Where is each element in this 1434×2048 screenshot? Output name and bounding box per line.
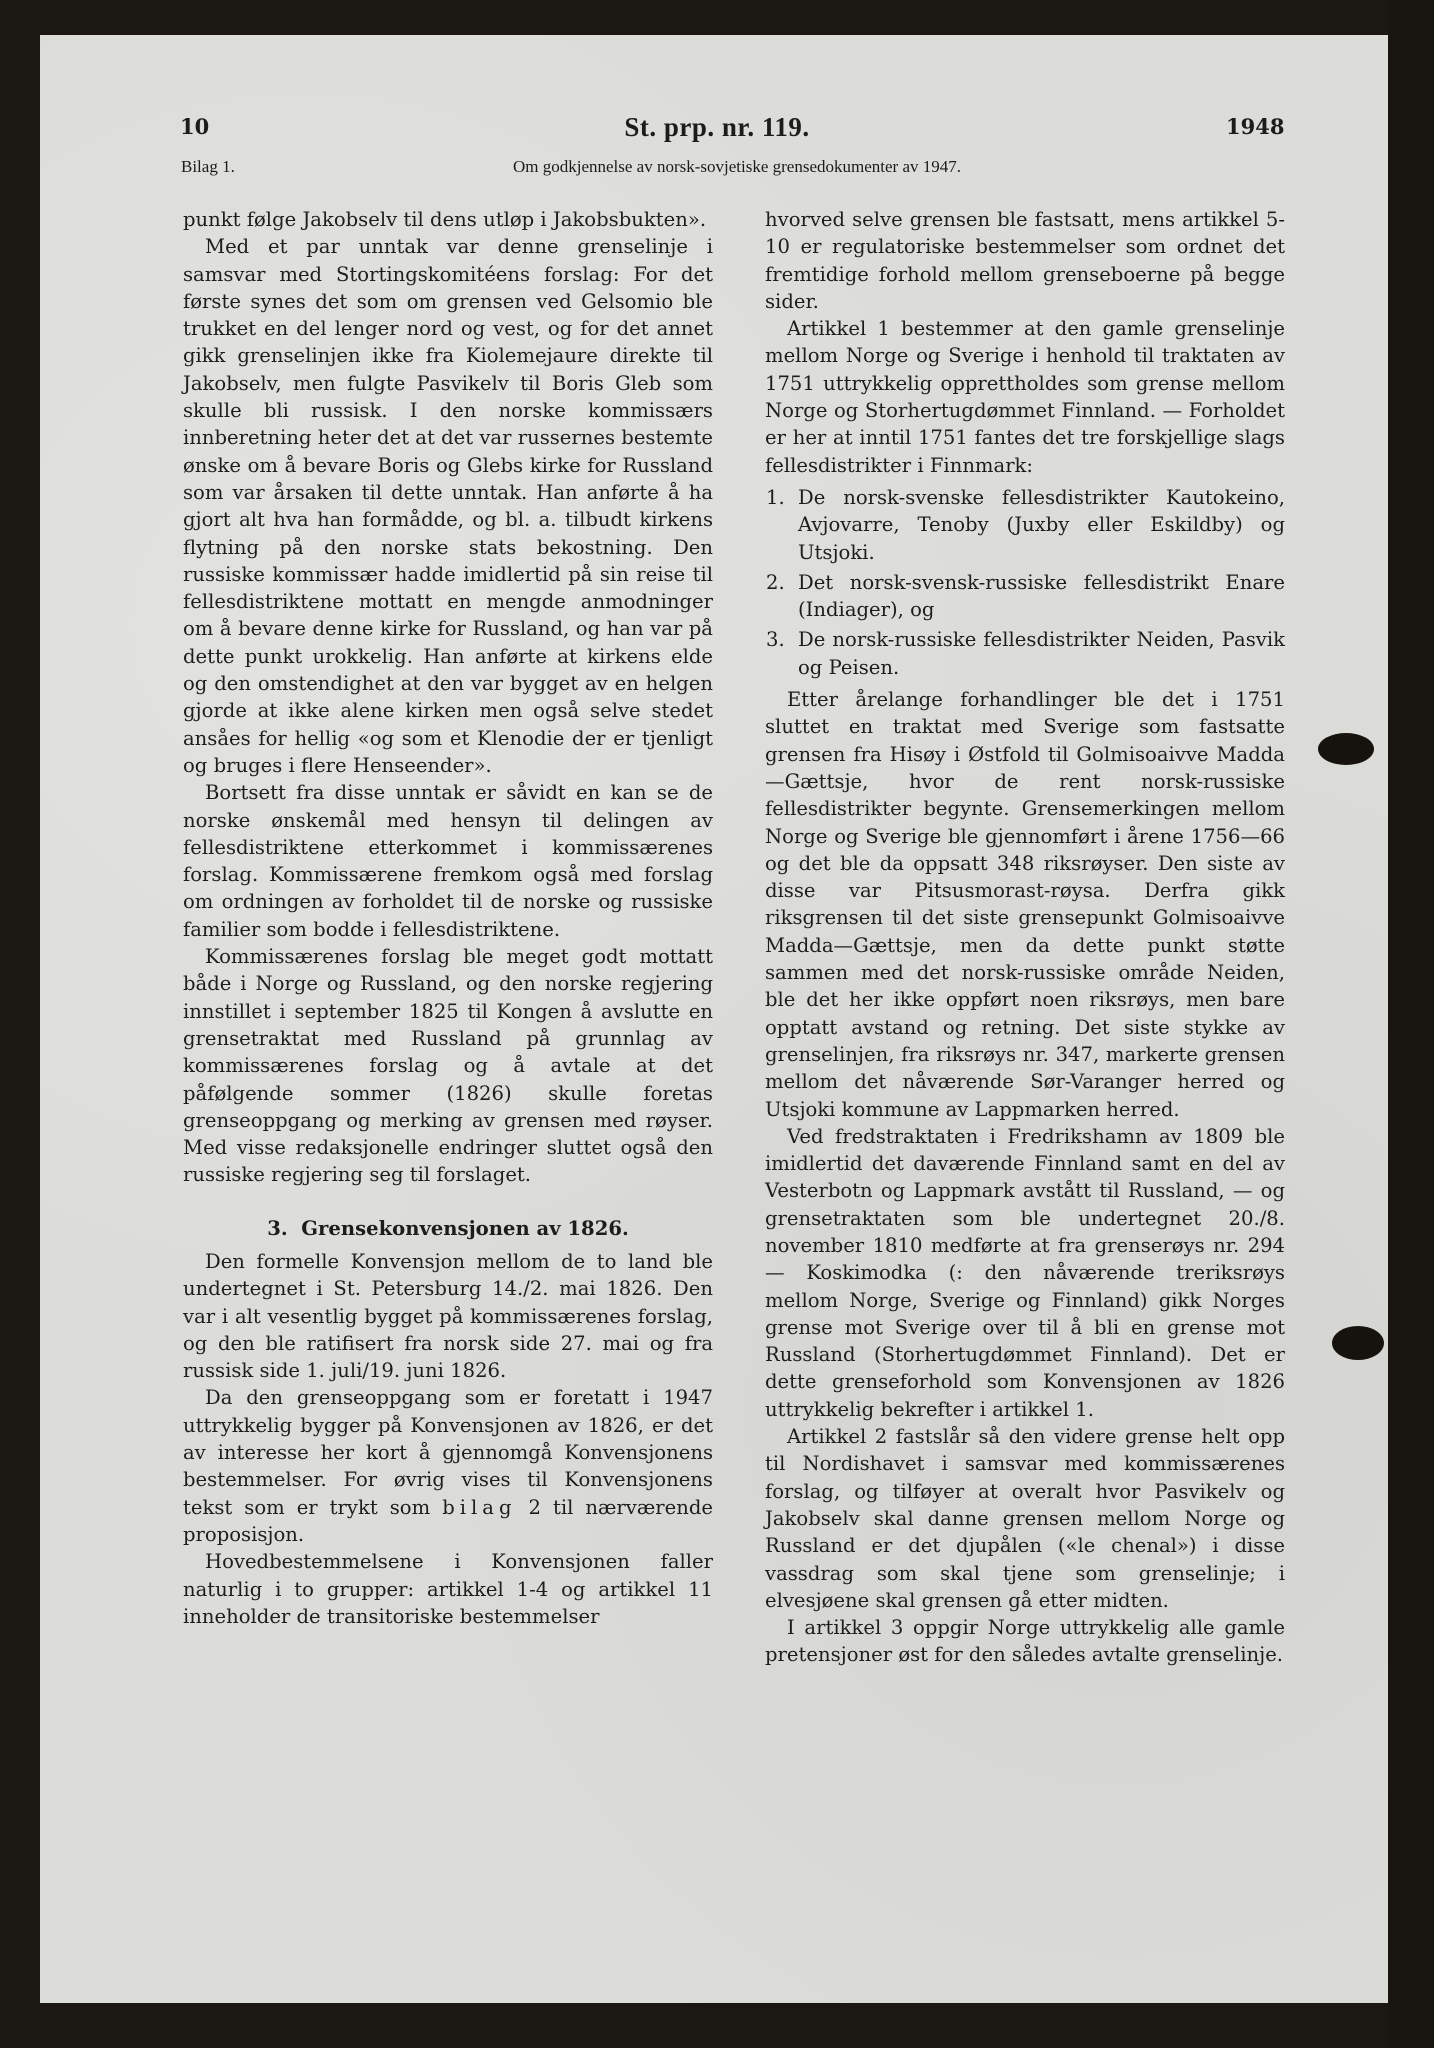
list-number: 2. xyxy=(766,570,785,594)
paragraph: Hovedbestemmelsene i Konvensjonen faller naturlig i to grupper: artikkel 1-4 og artikkel 11 inneholder de transitoriske bestemmelser xyxy=(183,1550,713,1628)
scan-border xyxy=(1388,0,1434,2048)
paragraph-text: Da den grenseoppgang som er foretatt i 1947 uttrykkelig bygger på Konvensjonen av 1826, er det av interesse her kort å gjennomgå Konvensjonens bestemmelser. For øvrig vises til Konvensjonens tekst som er trykt som xyxy=(183,1386,713,1519)
list-text: De norsk-svenske fellesdistrikter Kautokeino, Avjovarre, Tenoby (Juxby eller Eskildby) og Utsjoki. xyxy=(798,485,1285,564)
list-number: 1. xyxy=(766,485,785,509)
list-item xyxy=(765,626,1285,681)
document-subtitle: Om godkjennelse av norsk-sovjetiske grensedokumenter av 1947. xyxy=(512,157,962,176)
paragraph: Etter årelange forhandlinger ble det i 1751 sluttet en traktat med Sverige som fastsatte grensen fra Hisøy i Østfold til Golmisoaivve Madda—Gættsje, hvor de rent norsk-russiske fellesdistrikter begynte. Grensemerkingen mellom Norge og Sverige ble gjennomført i årene 1756—66 og det ble da oppsatt 348 riksrøyser. Den siste av disse var Pitsusmorast-røysa. Derfra gikk riksgrensen til det siste grensepunkt Golmisoaivve Madda—Gættsje, men da dette punkt støtte sammen med det norsk-russiske område Neiden, ble det her ikke oppført noen riksrøys, men bare opptatt avstand og retning. Det siste stykke av grenselinjen, fra riksrøys nr. 347, markerte grensen mellom det nåværende Sør-Varanger herred og Utsjoki kommune av Lappmarken herred. xyxy=(765,688,1285,1121)
punch-hole xyxy=(1318,733,1374,765)
list-number: 3. xyxy=(766,628,785,652)
right-column xyxy=(765,206,1285,1669)
paragraph: Ved fredstraktaten i Fredrikshamn av 1809 ble imidlertid det daværende Finnland samt en del av Vesterbotn og Lappmark avstått til Russland, — og grensetraktaten som ble undertegnet 20./8. november 1810 medførte at fra grenserøys nr. 294 — Koskimodka (: den nåværende treriksrøys mellom Norge, Sverige og Finnland) gikk Norges grense mot Sverige over til å bli en grense mot Russland (Storhertugdømmet Finnland). Det er dette grenseforhold som Konvensjonen av 1826 uttrykkelig bekrefter i artikkel 1. xyxy=(765,1124,1285,1421)
spaced-emphasis: bilag xyxy=(442,1495,517,1519)
paragraph: Bortsett fra disse unntak er såvidt en kan se de norske ønskemål med hensyn til delingen av fellesdistriktene etterkommet i kommissærenes forslag. Kommissærene fremkom også med forslag om ordningen av forholdet til de norske og russiske familier som bodde i fellesdistriktene. xyxy=(183,781,713,941)
paragraph: Kommissærenes forslag ble meget godt mottatt både i Norge og Russland, og den norske regjering innstillet i september 1825 til Kongen å avslutte en grensetraktat med Russland på grunnlag av kommissærenes forslag og å avtale at det påfølgende sommer (1826) skulle foretas grenseoppgang og merking av grensen med røyser. Med visse redaksjonelle endringer sluttet også den russiske regjering seg til forslaget. xyxy=(183,945,713,1187)
paragraph: hvorved selve grensen ble fastsatt, mens artikkel 5-10 er regulatoriske bestemmelser som ordnet det fremtidige forhold mellom grenseboerne på begge sider. xyxy=(765,208,1285,313)
document-year: 1948 xyxy=(1226,114,1285,139)
paragraph: Den formelle Konvensjon mellom de to land ble undertegnet i St. Petersburg 14./2. mai 1826. Den var i alt vesentlig bygget på kommissærenes forslag, og den ble ratifisert fra norsk side 27. mai og fra russisk side 1. juli/19. juni 1826. xyxy=(183,1249,713,1383)
paragraph: Artikkel 1 bestemmer at den gamle grenselinje mellom Norge og Sverige i henhold til traktaten av 1751 uttrykkelig opprettholdes som grense mellom Norge og Storhertugdømmet Finnland. — Forholdet er her at inntil 1751 fantes det tre forskjellige slags fellesdistrikter i Finnmark: xyxy=(765,317,1285,477)
list-text: De norsk-russiske fellesdistrikter Neiden, Pasvik og Peisen. xyxy=(798,628,1285,679)
paragraph-text: 2 til nærværende proposisjon. xyxy=(183,1495,714,1546)
appendix-label: Bilag 1. xyxy=(181,157,235,176)
list-item xyxy=(765,484,1285,566)
left-column xyxy=(183,206,713,1630)
paragraph xyxy=(183,1384,713,1548)
paragraph: Med et par unntak var denne grenselinje i samsvar med Stortingskomitéens forslag: For det første synes det som om grensen ved Gelsomio ble trukket en del lenger nord og vest, og for det annet gikk grenselinjen ikke fra Kiolemejaure direkte til Jakobselv, men fulgte Pasvikelv til Boris Gleb som skulle bli russisk. I den norske kommissærs innberetning heter det at det var russernes bestemte ønske om å bevare Boris og Glebs kirke for Russland som var årsaken til dette unntak. Han anførte å ha gjort alt hva han formådde, og bl. a. tilbudt kirkens flytning på den norske stats bekostning. Den russiske kommissær hadde imidlertid på sin reise til fellesdistriktene mottatt en mengde anmodninger om å bevare denne kirke for Russland, og han var på dette punkt urokkelig. Han anførte at kirkens elde og den omstendighet at den var bygget av en helgen gjorde at ikke alene kirken men også selve stedet ansåes for hellig «og som et Klenodie der er tjenligt og bruges i flere Henseender». xyxy=(183,235,713,777)
paragraph: Artikkel 2 fastslår så den videre grense helt opp til Nordishavet i samsvar med kommissærenes forslag, og tilføyer at overalt hvor Pasvikelv og Jakobselv skal danne grensen mellom Norge og Russland er det djupålen («le chenal») i disse vassdrag som skal tjene som grenselinje; i elvesjøene skal grensen gå etter midten. xyxy=(765,1425,1285,1612)
paragraph: I artikkel 3 oppgir Norge uttrykkelig alle gamle pretensjoner øst for den således avtalte grenselinje. xyxy=(765,1616,1285,1667)
page-number: 10 xyxy=(180,114,210,139)
list-item xyxy=(765,569,1285,624)
section-heading: 3. Grensekonvensjonen av 1826. xyxy=(267,1216,629,1240)
paragraph: punkt følge Jakobselv til dens utløp i Jakobsbukten». xyxy=(183,208,707,231)
list-text: Det norsk-svensk-russiske fellesdistrikt Enare (Indiager), og xyxy=(798,570,1285,622)
numbered-list xyxy=(765,484,1285,681)
document-title: St. prp. nr. 119. xyxy=(624,112,810,142)
punch-hole xyxy=(1332,1326,1384,1360)
